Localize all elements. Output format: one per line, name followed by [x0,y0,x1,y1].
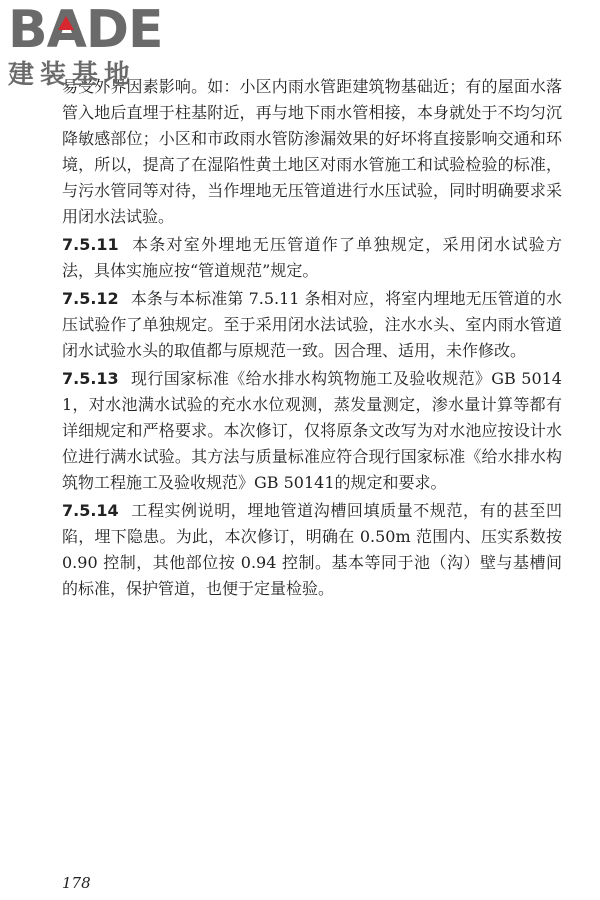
clause-number: 7.5.13 [62,369,119,388]
clause-text: 现行国家标准《给水排水构筑物施工及验收规范》GB 50141，对水池满水试验的充水水位观测，蒸发量测定，渗水量计算等都有详细规定和严格要求。本次修订，仅将原条文改写为对水池应按设计水位进行满水试验。其方法与质量标准应符合现行国家标准《给水排水构筑物工程施工及验收规范》GB 50141的规定和要求。 [62,369,562,492]
page-number: 178 [62,874,91,892]
logo-letters-de: DE [85,0,163,60]
clause-text: 本条与本标准第 7.5.11 条相对应，将室内埋地无压管道的水压试验作了单独规定。至于采用闭水法试验，注水水头、室内雨水管道闭水试验水头的取值都与原规范一致。因合理、适用，未作修改。 [62,289,562,360]
clause-number: 7.5.14 [62,501,119,520]
clause-text: 工程实例说明，埋地管道沟槽回填质量不规范，有的甚至凹陷，埋下隐患。为此，本次修订，明确在 0.50m 范围内、压实系数按 0.90 控制，其他部位按 0.94 控制。基本等同于池（沟）壁与基槽间的标准，保护管道，也便于定量检验。 [62,501,562,598]
clause-7-5-12 [62,286,562,364]
logo-letter-a: A [46,0,86,60]
opening-paragraph: 易受外界因素影响。如：小区内雨水管距建筑物基础近；有的屋面水落管入地后直埋于柱基附近，再与地下雨水管相接，本身就处于不均匀沉降敏感部位；小区和市政雨水管防渗漏效果的好坏将直接影响交通和环境，所以，提高了在湿陷性黄土地区对雨水管施工和试验检验的标准，与污水管同等对待，当作埋地无压管道进行水压试验，同时明确要求采用闭水法试验。 [62,77,562,226]
logo-accent-triangle-icon [58,16,74,30]
clause-number: 7.5.11 [62,235,119,254]
clause-number: 7.5.12 [62,289,119,308]
logo-wordmark [8,0,178,60]
clause-text: 本条对室外埋地无压管道作了单独规定，采用闭水试验方法，具体实施应按“管道规范”规定。 [62,235,562,280]
document-body [62,74,562,604]
logo-letter-b: B [8,0,47,60]
logo-subtitle: 建装基地 [8,60,137,90]
clause-7-5-13 [62,366,562,496]
publisher-logo [8,0,178,90]
clause-7-5-11 [62,232,562,284]
clause-7-5-14 [62,498,562,602]
